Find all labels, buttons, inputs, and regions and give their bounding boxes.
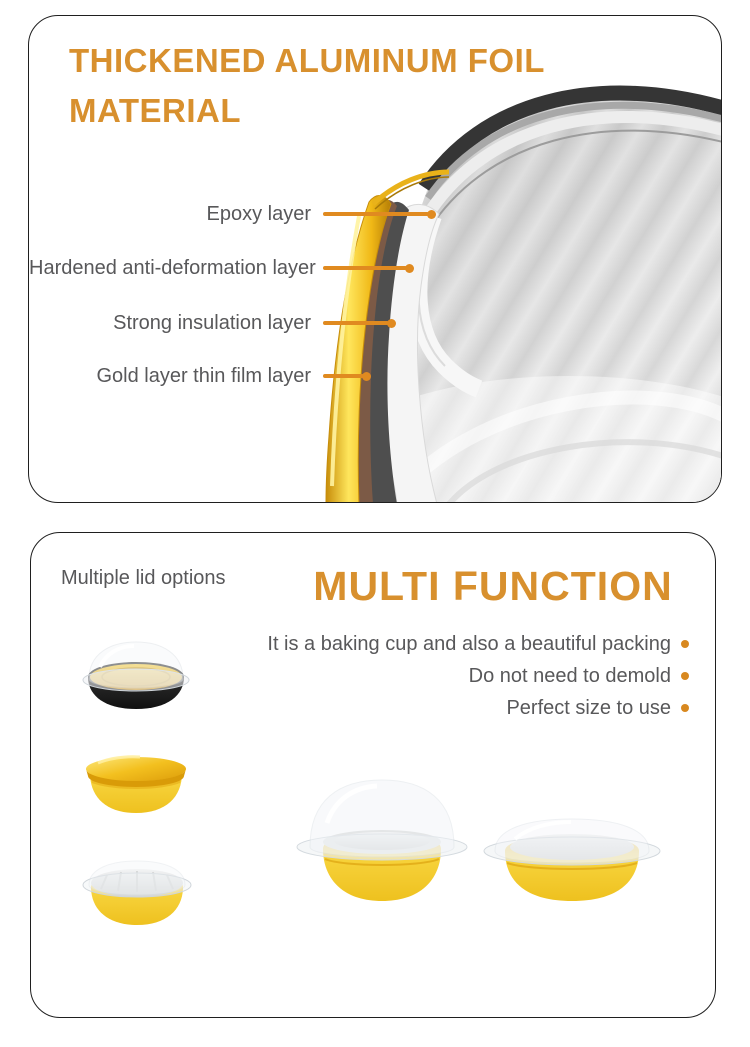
- bullet-item: [267, 632, 689, 656]
- bullet-dot-icon: [681, 672, 689, 680]
- callout-label: Strong insulation layer: [113, 311, 311, 334]
- bullet-item: [506, 696, 689, 720]
- callout-line: [323, 266, 407, 270]
- black-cup-clear-dome-lid-image: [76, 637, 196, 719]
- callout-label: Hardened anti-deformation layer: [29, 256, 316, 279]
- callout-dot: [405, 264, 414, 273]
- gold-cup-with-dome-lid-image: [293, 775, 471, 909]
- callout-hardened-layer: [29, 256, 414, 280]
- callout-epoxy-layer: [29, 202, 436, 226]
- function-section-card: [30, 532, 716, 1018]
- bullet-text: It is a baking cup and also a beautiful packing: [267, 632, 671, 655]
- bullet-dot-icon: [681, 640, 689, 648]
- function-title: MULTI FUNCTION: [313, 563, 673, 609]
- callout-gold-film-layer: [29, 364, 371, 388]
- bullet-text: Do not need to demold: [468, 664, 671, 687]
- bullet-dot-icon: [681, 704, 689, 712]
- material-section-card: [28, 15, 722, 503]
- callout-insulation-layer: [29, 311, 396, 335]
- callout-label: Epoxy layer: [206, 202, 311, 225]
- lid-options-label: Multiple lid options: [61, 567, 226, 589]
- material-title: THICKENED ALUMINUM FOIL MATERIAL: [69, 42, 545, 129]
- callout-label: Gold layer thin film layer: [96, 364, 311, 387]
- callout-dot: [427, 210, 436, 219]
- callout-dot: [387, 319, 396, 328]
- gold-cup-gold-foil-lid-image: [76, 739, 196, 821]
- callout-dot: [362, 372, 371, 381]
- callout-line: [323, 374, 364, 378]
- callout-line: [323, 212, 429, 216]
- gold-cup-clear-flat-lid-image: [77, 841, 197, 933]
- bullet-text: Perfect size to use: [506, 696, 671, 719]
- callout-line: [323, 321, 389, 325]
- gold-cup-with-flat-lid-image: [477, 809, 667, 909]
- bullet-item: [469, 664, 689, 688]
